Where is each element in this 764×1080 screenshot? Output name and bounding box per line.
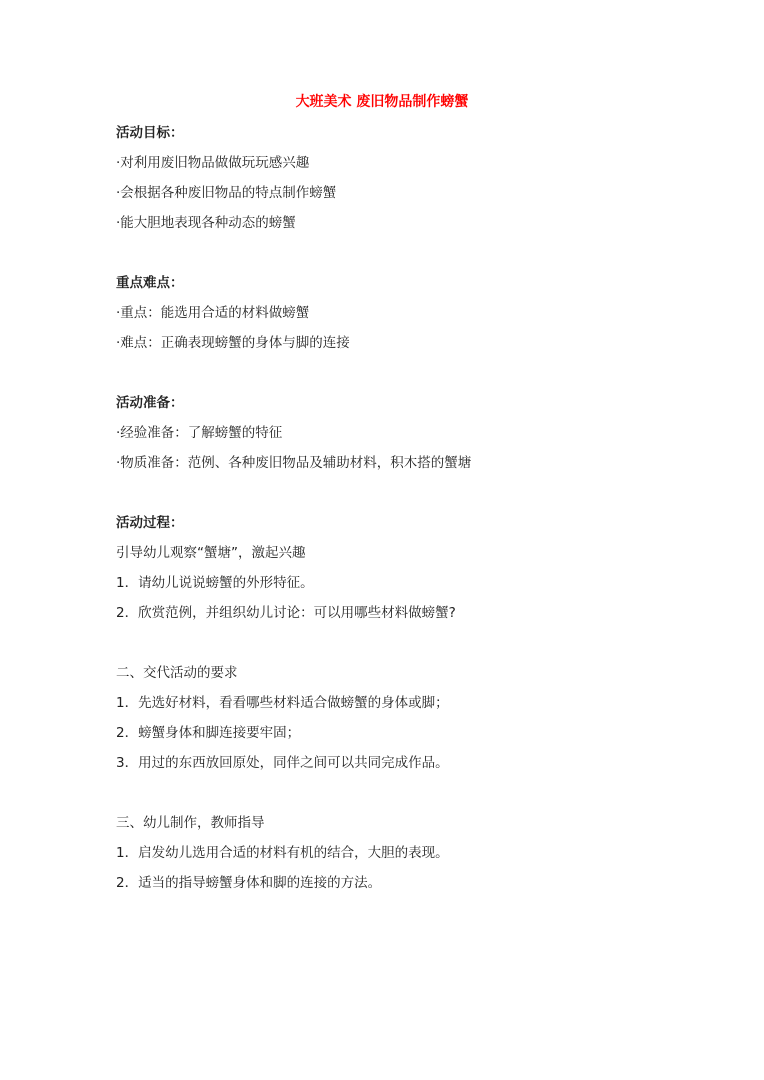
section-line: ·难点：正确表现螃蟹的身体与脚的连接 <box>116 335 350 351</box>
document-title: 大班美术 废旧物品制作螃蟹 <box>295 94 469 110</box>
section-heading: 活动准备： <box>116 395 184 411</box>
document-section <box>116 118 676 238</box>
section-heading: 重点难点： <box>116 275 184 291</box>
section-gap <box>116 238 676 268</box>
section-line: 1．启发幼儿选用合适的材料有机的结合，大胆的表现。 <box>116 845 449 861</box>
section-line: ·能大胆地表现各种动态的螃蟹 <box>116 215 296 231</box>
section-line: 2．适当的指导螃蟹身体和脚的连接的方法。 <box>116 875 382 891</box>
section-line: ·经验准备：了解螃蟹的特征 <box>116 425 283 441</box>
document-section <box>116 508 676 628</box>
document-section <box>116 808 676 898</box>
section-line: 2．螃蟹身体和脚连接要牢固； <box>116 725 301 741</box>
section-line: 引导幼儿观察“蟹塘”，激起兴趣 <box>116 545 306 561</box>
document-body <box>116 118 676 898</box>
section-line: 3．用过的东西放回原处，同伴之间可以共同完成作品。 <box>116 755 449 771</box>
section-heading: 活动过程： <box>116 515 184 531</box>
section-line: 二、交代活动的要求 <box>116 665 238 681</box>
section-line: ·会根据各种废旧物品的特点制作螃蟹 <box>116 185 337 201</box>
section-heading: 活动目标： <box>116 125 184 141</box>
section-line: ·重点：能选用合适的材料做螃蟹 <box>116 305 310 321</box>
section-line: ·对利用废旧物品做做玩玩感兴趣 <box>116 155 310 171</box>
section-line: 2．欣赏范例，并组织幼儿讨论：可以用哪些材料做螃蟹? <box>116 605 456 621</box>
section-gap <box>116 478 676 508</box>
section-gap <box>116 358 676 388</box>
document-section <box>116 268 676 358</box>
section-line: 三、幼儿制作，教师指导 <box>116 815 265 831</box>
section-gap <box>116 778 676 808</box>
section-line: 1．先选好材料，看看哪些材料适合做螃蟹的身体或脚； <box>116 695 449 711</box>
section-line: ·物质准备：范例、各种废旧物品及辅助材料，积木搭的蟹塘 <box>116 455 472 471</box>
section-line: 1．请幼儿说说螃蟹的外形特征。 <box>116 575 314 591</box>
document-section <box>116 658 676 778</box>
section-gap <box>116 628 676 658</box>
document-section <box>116 388 676 478</box>
